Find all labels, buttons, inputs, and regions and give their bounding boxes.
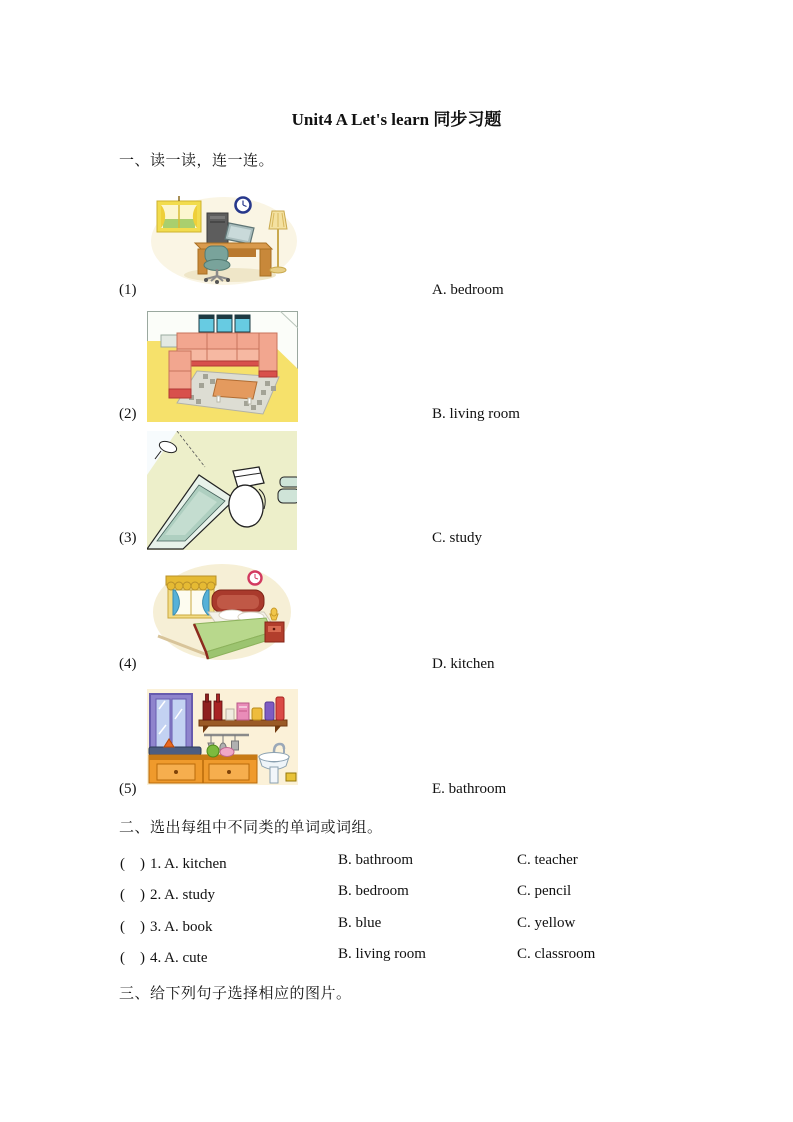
section1-heading: 一、读一读，连一连。 [119, 153, 275, 169]
living-room-illustration [147, 311, 298, 422]
bathroom-illustration [147, 431, 297, 550]
bedroom-image [152, 562, 292, 662]
section3-heading: 三、给下列句子选择相应的图片。 [119, 986, 352, 1002]
section2-heading: 二、选出每组中不同类的单词或词组。 [119, 820, 383, 836]
matching-item-number: (4) [119, 656, 137, 672]
option-c: C. classroom [517, 946, 596, 962]
bedroom-illustration [152, 562, 292, 662]
option-b: B. blue [338, 915, 382, 931]
matching-item-number: (5) [119, 781, 137, 797]
matching-option: B. living room [432, 406, 520, 422]
option-b: B. bathroom [338, 852, 413, 868]
study-room-illustration [150, 189, 298, 286]
option-a: 2. A. study [150, 887, 216, 903]
study-room-image [150, 189, 298, 286]
page-title: Unit4 A Let's learn 同步习题 [291, 110, 502, 129]
option-a: 3. A. book [150, 919, 213, 935]
option-a: 1. A. kitchen [150, 856, 227, 872]
kitchen-image [147, 689, 298, 785]
matching-item-number: (1) [119, 282, 137, 298]
odd-one-out-row-col-a [120, 883, 215, 904]
option-c: C. yellow [517, 915, 576, 931]
answer-bracket: ( ) [120, 856, 145, 872]
living-room-image [147, 311, 298, 422]
kitchen-illustration [147, 689, 298, 785]
answer-bracket: ( ) [120, 887, 145, 903]
bathroom-image [147, 431, 297, 550]
option-a: 4. A. cute [150, 950, 208, 966]
odd-one-out-row-col-a [120, 852, 227, 873]
matching-option: D. kitchen [432, 656, 495, 672]
answer-bracket: ( ) [120, 919, 145, 935]
matching-option: E. bathroom [432, 781, 507, 797]
matching-item-number: (3) [119, 530, 137, 546]
option-b: B. living room [338, 946, 426, 962]
matching-item-number: (2) [119, 406, 137, 422]
odd-one-out-row-col-a [120, 915, 213, 936]
option-c: C. pencil [517, 883, 572, 899]
matching-option: A. bedroom [432, 282, 504, 298]
answer-bracket: ( ) [120, 950, 145, 966]
option-b: B. bedroom [338, 883, 409, 899]
matching-option: C. study [432, 530, 483, 546]
option-c: C. teacher [517, 852, 578, 868]
odd-one-out-row-col-a [120, 946, 208, 967]
